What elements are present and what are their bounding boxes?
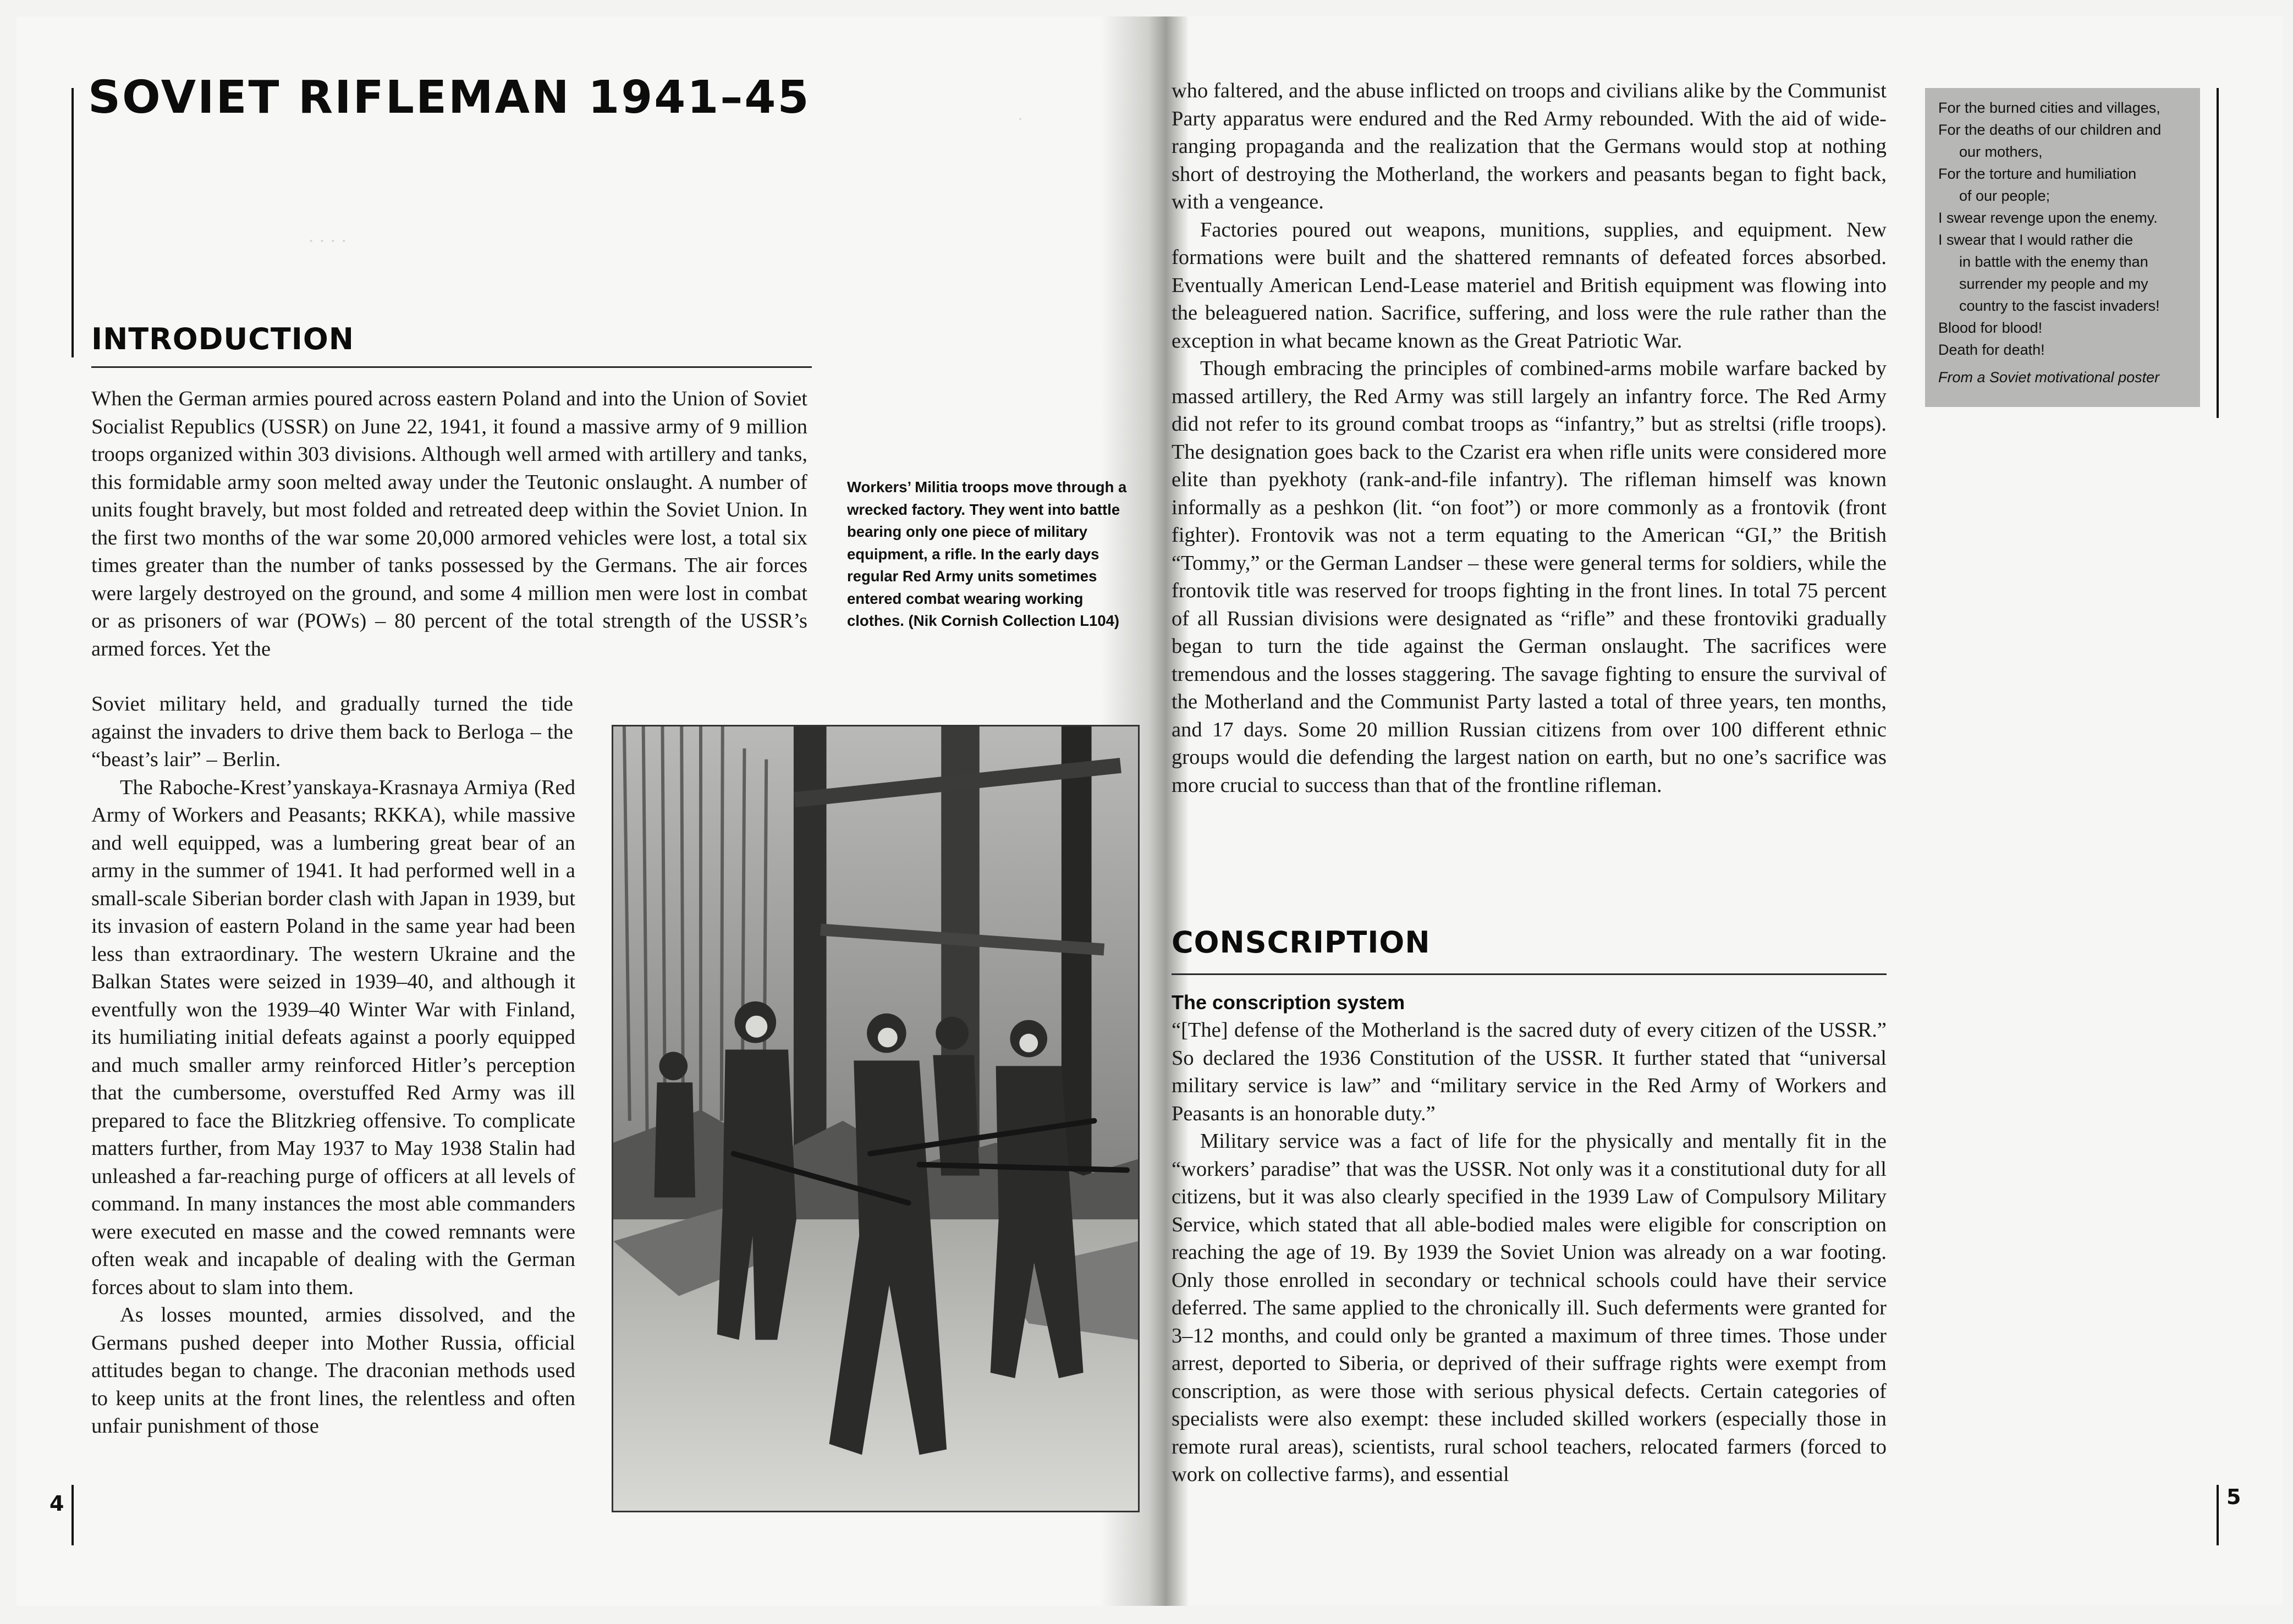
- intro-cont-paragraph-3: Though embracing the principles of combined-arms mobile warfare backed by massed artillery, the Red Army was still largely an infantry force. The Red Army did not refer to its ground combat troops as “infantry,” but as streltsi (rifle troops). The designation goes back to the Czarist era when rifle units were considered more elite than pyekhoty (rank-and-file infantry). The rifleman himself was known informally as a peshkon (lit. “on foot”) or more commonly as a frontovik (front fighter). Frontovik was not a term equating to the American “GI,” the British “Tommy,” or the German Landser – these were general terms for soldiers, while the frontovik title was reserved for troops fighting in the front lines. In total 75 percent of all Russian divisions were designated as “rifle” and these frontoviki gradually began to turn the tide against the German onslaught. The sacrifices were tremendous and the losses staggering. The savage fighting to ensure the survival of the Motherland and the Communist Party lasted a total of three years, ten months, and 17 days. Some 20 million Russian citizens from over 100 different ethnic groups would die defending the largest nation on earth, but no one’s sacrifice was more crucial to success than that of the frontline rifleman.: [1172, 357, 1887, 797]
- intro-paragraph-3: As losses mounted, armies dissolved, and the Germans pushed deeper into Mother Russia, official attitudes began to change. The draconian methods used to keep units at the front lines, the relentless and often unfair punishment of those: [91, 1303, 575, 1438]
- conscription-paragraph-2: Military service was a fact of life for the physically and mentally fit in the “workers’ paradise” that was the USSR. Not only was it a constitutional duty for all citizens, but it was also clearly specified in the 1939 Law of Compulsory Military Service, which stated that all able-bodied males were eligible for conscription on reaching the age of 19. By 1939 the Soviet Union was already on a war footing. Only those enrolled in secondary or technical schools could have their service deferred. The same applied to the chronically ill. Such deferments were granted for 3–12 months, and could only be granted a maximum of three times. Those under arrest, deported to Siberia, or deprived of their suffrage rights were exempt from conscription, as were those with serious physical defects. Certain categories of specialists were also exempt: these included skilled workers (especially those in remote rural areas), scientists, rural school teachers, relocated farmers (forced to work on collective farms), and essential: [1172, 1130, 1887, 1486]
- gutter-mark: ·: [1018, 110, 1023, 128]
- left-margin-rule-bottom: [72, 1485, 74, 1545]
- intro-paragraph-2: The Raboche-Krest’yanskaya-Krasnaya Armiya (Red Army of Workers and Peasants; RKKA), while massive and well equipped, was a lumbering great bear of an army in the summer of 1941. It had performed well in a small-scale Siberian border clash with Japan in 1939, but its invasion of eastern Poland in the same year had been less than extraordinary. The western Ukraine and the Balkan States were seized in 1939–40, and although it eventfully won the 1939–40 Winter War with Finland, its humiliating initial defeats against a poorly equipped and much smaller army reinforced Hitler’s perception that the cumbersome, overstuffed Red Army was ill prepared to face the Blitzkrieg offensive. To complicate matters further, from May 1937 to May 1938 Stalin had unleashed a far-reaching purge of officers at all levels of command. In many instances the most able commanders were executed en masse and the cowed remnants were often weak and incapable of dealing with the German forces about to slam into them.: [91, 775, 575, 1299]
- poster-line: Blood for blood!: [1938, 320, 2043, 336]
- page-number-right: 5: [2226, 1485, 2241, 1509]
- poster-line: country to the fascist invaders!: [1959, 298, 2160, 314]
- photo-caption: Workers’ Militia troops move through a wrecked factory. They went into battle bearing only one piece of military equipment, a rifle. In the early days regular Red Army units sometimes entered combat wearing working clothes. (Nik Cornish Collection L104): [847, 478, 1127, 629]
- intro-cont-paragraph-1: who faltered, and the abuse inflicted on troops and civilians alike by the Communist Party apparatus were endured and the Red Army rebounded. With the aid of wide-ranging propaganda and the realization that the Germans would stop at nothing short of destroying the Motherland, the workers and peasants began to fight back, with a vengeance.: [1172, 79, 1887, 213]
- conscription-subheading: The conscription system: [1172, 991, 1405, 1014]
- poster-line: I swear revenge upon the enemy.: [1938, 210, 2158, 226]
- poster-line: of our people;: [1959, 188, 2050, 204]
- right-margin-rule-bottom: [2217, 1485, 2219, 1545]
- intro-text-continued: [1172, 77, 1887, 799]
- poster-line: Death for death!: [1938, 342, 2045, 358]
- poster-line: For the burned cities and villages,: [1938, 100, 2160, 116]
- left-margin-rule-top: [72, 88, 74, 357]
- workers-militia-photo: [612, 725, 1140, 1512]
- conscription-heading-rule: [1172, 973, 1887, 975]
- poster-source: From a Soviet motivational poster: [1938, 369, 2160, 386]
- poster-line: our mothers,: [1959, 144, 2043, 160]
- right-margin-rule-top: [2217, 88, 2219, 418]
- intro-text-full-width: [91, 385, 807, 663]
- conscription-heading: CONSCRIPTION: [1172, 925, 1431, 960]
- photo-illustration: [613, 726, 1138, 1511]
- page-number-left: 4: [50, 1491, 64, 1516]
- page-title: SOVIET RIFLEMAN 1941–45: [88, 71, 811, 124]
- poster-line: For the deaths of our children and: [1938, 122, 2162, 138]
- bleed-through-text: · · · ·: [308, 231, 347, 251]
- intro-text-column: [91, 690, 575, 1440]
- conscription-paragraph-1: “[The] defense of the Motherland is the sacred duty of every citizen of the USSR.” So declared the 1936 Constitution of the USSR. It further stated that “universal military service is law” and “military service in the Red Army of Workers and Peasants is an honorable duty.”: [1172, 1019, 1887, 1125]
- intro-paragraph-1: When the German armies poured across eastern Poland and into the Union of Soviet Socialist Republics (USSR) on June 22, 1941, it found a massive army of 9 million troops organized within 303 divisions. Although well armed with artillery and tanks, this formidable army soon melted away under the Teutonic onslaught. A number of units fought bravely, but most folded and retreated deep within the Soviet Union. In the first two months of the war some 20,000 armored vehicles were lost, a total six times greater than the number of tanks possessed by the Germans. The air forces were largely destroyed on the ground, and some 4 million men were lost in combat or as prisoners of war (POWs) – 80 percent of the total strength of the USSR’s armed forces. Yet the: [91, 387, 807, 660]
- poster-line: surrender my people and my: [1959, 276, 2148, 292]
- conscription-text: [1172, 1016, 1887, 1489]
- introduction-heading-rule: [91, 366, 812, 368]
- poster-line: For the torture and humiliation: [1938, 166, 2137, 182]
- intro-cont-paragraph-2: Factories poured out weapons, munitions, supplies, and equipment. New formations were built and the shattered remnants of defeated forces absorbed. Eventually American Lend-Lease materiel and British equipment was flowing into the beleaguered nation. Sacrifice, suffering, and loss were the rule rather than the exception in what became known as the Great Patriotic War.: [1172, 218, 1887, 353]
- poster-line: in battle with the enemy than: [1959, 254, 2148, 270]
- poster-quote-box: [1925, 88, 2200, 407]
- poster-line: I swear that I would rather die: [1938, 232, 2133, 248]
- intro-paragraph-1-cont: Soviet military held, and gradually turned the tide against the invaders to drive them back to Berloga – the “beast’s lair” – Berlin.: [91, 692, 573, 771]
- introduction-heading: INTRODUCTION: [91, 322, 354, 356]
